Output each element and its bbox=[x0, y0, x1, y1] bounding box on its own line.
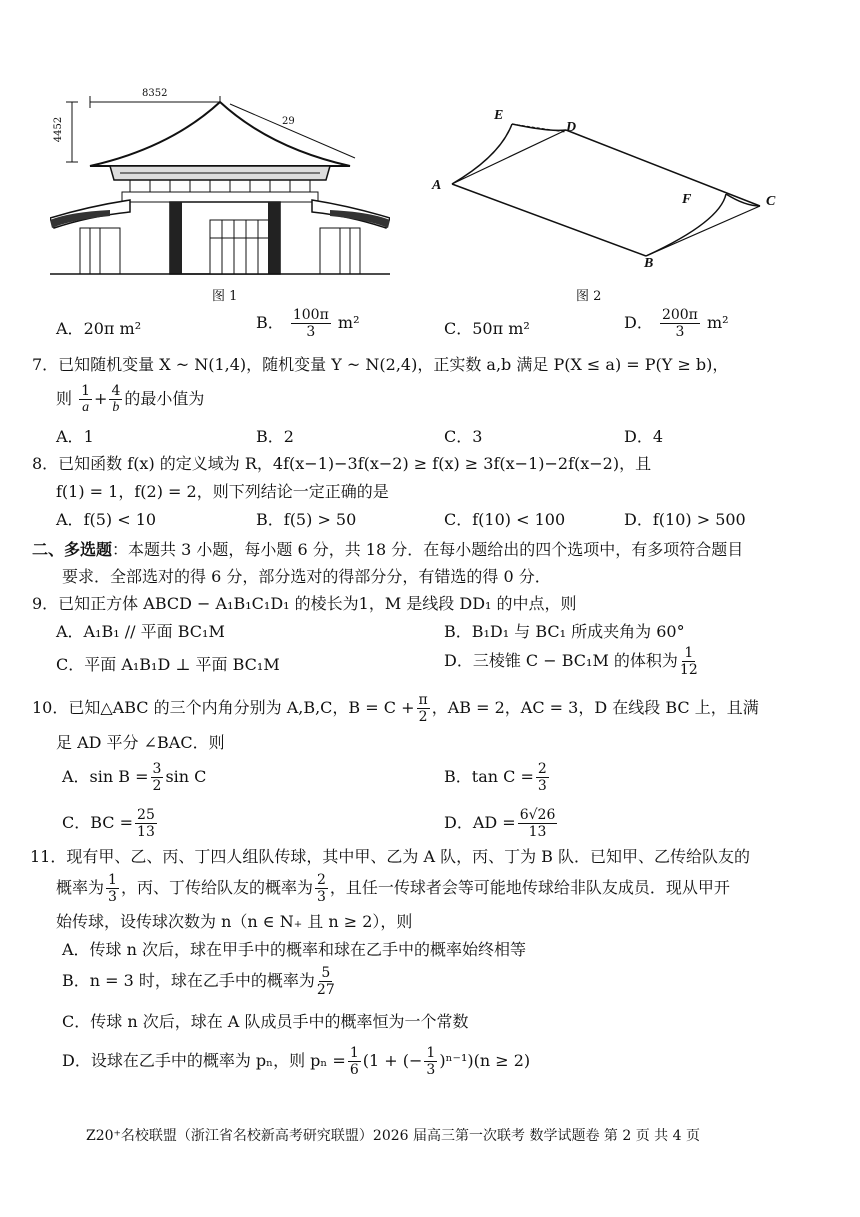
section-2-header-line1: 二、多选题：本题共 3 小题，每小题 6 分，共 18 分．在每小题给出的四个选项中，有多项符合题目 bbox=[32, 540, 744, 559]
dimension-slope: 29 bbox=[282, 116, 295, 127]
q6-option-d: D． $\frac{200\pi}{3}$ m² bbox=[624, 307, 729, 340]
q10-option-a: A．sin B = $\frac{3}{2}$ sin C bbox=[62, 761, 207, 794]
q9-option-d: D．三棱锥 C − BC₁M 的体积为 $\frac{1}{12}$ bbox=[444, 645, 698, 678]
curved-roof-surface bbox=[430, 108, 790, 274]
q11-stem-line3: 始传球，设传球次数为 n（n ∈ N₊ 且 n ≥ 2），则 bbox=[56, 912, 413, 931]
q7-option-d: D．4 bbox=[624, 427, 664, 446]
point-E: E bbox=[494, 108, 504, 123]
q11-option-a: A．传球 n 次后，球在甲手中的概率和球在乙手中的概率始终相等 bbox=[62, 940, 527, 959]
q9-option-b: B．B₁D₁ 与 BC₁ 所成夹角为 60° bbox=[444, 622, 685, 641]
point-C: C bbox=[766, 194, 776, 209]
q6-option-b: B． $\frac{100\pi}{3}$ m² bbox=[256, 307, 360, 340]
dimension-height: 4452 bbox=[53, 116, 65, 143]
q9-option-c: C．平面 A₁B₁D ⊥ 平面 BC₁M bbox=[56, 655, 280, 674]
dimension-width: 8352 bbox=[142, 88, 168, 99]
q8-option-a: A．f(5) < 10 bbox=[56, 510, 157, 529]
q7-stem-line2: 则 $\frac{1}{a}$ + $\frac{4}{b}$ 的最小值为 bbox=[56, 383, 205, 415]
q8-option-d: D．f(10) > 500 bbox=[624, 510, 746, 529]
page-footer: Z20⁺名校联盟（浙江省名校新高考研究联盟）2026 届高三第一次联考 数学试题卷 第 2 页 共 4 页 bbox=[86, 1128, 700, 1144]
q8-option-c: C．f(10) < 100 bbox=[444, 510, 566, 529]
q7-option-c: C．3 bbox=[444, 427, 483, 446]
q10-option-b: B．tan C = $\frac{2}{3}$ bbox=[444, 761, 547, 794]
section-2-header-line2: 要求．全部选对的得 6 分，部分选对的得部分分，有错选的得 0 分． bbox=[62, 567, 551, 586]
q11-stem-line2: 概率为 $\frac{1}{3}$ ，丙、丁传给队友的概率为 $\frac{2}{3}$ ，且任一传球者会等可能地传球给非队友成员．现从甲开 bbox=[56, 872, 730, 905]
q11-option-c: C．传球 n 次后，球在 A 队成员手中的概率恒为一个常数 bbox=[62, 1012, 469, 1031]
q7-option-a: A．1 bbox=[56, 427, 94, 446]
q7-stem-line1: 7．已知随机变量 X ~ N(1,4)，随机变量 Y ~ N(2,4)，正实数 a,b 满足 P(X ≤ a) = P(Y ≥ b)， bbox=[32, 355, 729, 374]
point-D: D bbox=[566, 120, 577, 135]
q10-option-d: D．AD = $\frac{6√26}{13}$ bbox=[444, 807, 556, 840]
point-F: F bbox=[682, 192, 692, 207]
q11-stem-line1: 11．现有甲、乙、丙、丁四人组队传球，其中甲、乙为 A 队，丙、丁为 B 队．已知甲、乙传给队友的 bbox=[30, 847, 751, 866]
q7-option-b: B．2 bbox=[256, 427, 294, 446]
q11-option-d: D．设球在乙手中的概率为 pₙ，则 pₙ = $\frac{1}{6}$ (1 + (− $\frac{1}{3}$ )ⁿ⁻¹)(n ≥ 2) bbox=[62, 1045, 531, 1078]
q6-option-a: A．20π m² bbox=[56, 319, 142, 338]
q10-stem-line2: 足 AD 平分 ∠BAC．则 bbox=[56, 733, 225, 752]
q9-stem: 9．已知正方体 ABCD − A₁B₁C₁D₁ 的棱长为1，M 是线段 DD₁ 的中点，则 bbox=[32, 594, 577, 613]
figure-2 bbox=[430, 108, 790, 274]
q8-stem-line2: f(1) = 1，f(2) = 2，则下列结论一定正确的是 bbox=[56, 482, 389, 501]
point-A: A bbox=[432, 178, 442, 193]
figure-1-caption: 图 1 bbox=[212, 289, 238, 304]
q9-option-a: A．A₁B₁ // 平面 BC₁M bbox=[56, 622, 225, 641]
temple-illustration bbox=[50, 88, 390, 278]
q8-stem-line1: 8．已知函数 f(x) 的定义域为 R，4f(x−1)−3f(x−2) ≥ f(x) ≥ 3f(x−1)−2f(x−2)，且 bbox=[32, 454, 652, 473]
q10-stem-line1: 10．已知△ABC 的三个内角分别为 A,B,C，B = C + $\frac{\pi}{2}$ ，AB = 2，AC = 3，D 在线段 BC 上，且满 bbox=[32, 692, 759, 725]
point-B: B bbox=[644, 256, 654, 271]
q6-option-c: C．50π m² bbox=[444, 319, 530, 338]
figure-2-caption: 图 2 bbox=[576, 289, 602, 304]
q8-option-b: B．f(5) > 50 bbox=[256, 510, 357, 529]
q11-option-b: B．n = 3 时，球在乙手中的概率为 $\frac{5}{27}$ bbox=[62, 965, 335, 998]
figure-1 bbox=[50, 88, 390, 278]
q10-option-c: C．BC = $\frac{25}{13}$ bbox=[62, 807, 155, 840]
